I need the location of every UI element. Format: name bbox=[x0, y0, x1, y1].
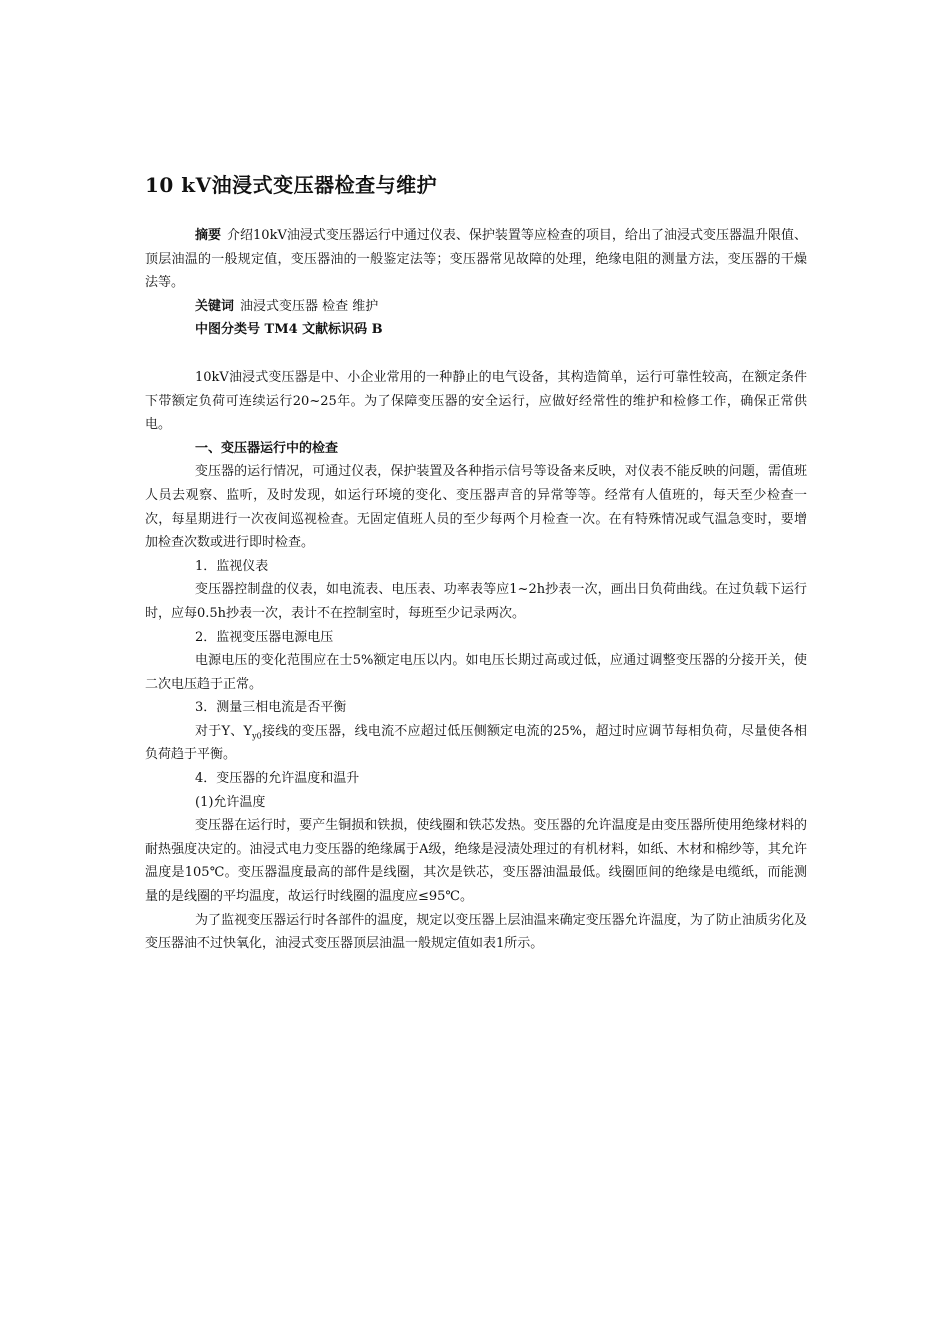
abstract-text: 介绍10kV油浸式变压器运行中通过仪表、保护装置等应检查的项目，给出了油浸式变压器温升限值、顶层油温的一般规定值，变压器油的一般鉴定法等；变压器常见故障的处理，绝缘电阻的测量方法，变压器的干燥法等。 bbox=[145, 228, 807, 291]
item3-text-b: 接线的变压器，线电流不应超过低压侧额定电流的25%，超过时应调节每相负荷，尽量使各相负荷趋于平衡。 bbox=[145, 723, 807, 763]
section-spacer bbox=[145, 342, 807, 366]
item4-heading: 4．变压器的允许温度和温升 bbox=[195, 771, 360, 787]
item1-heading: 1．监视仪表 bbox=[195, 558, 269, 574]
abstract bbox=[145, 224, 807, 295]
item1-paragraph: 变压器控制盘的仪表，如电流表、电压表、功率表等应1~2h抄表一次，画出日负荷曲线。在过负载下运行时，应每0.5h抄表一次，表计不在控制室时，每班至少记录两次。 bbox=[145, 582, 807, 621]
keywords-text: 油浸式变压器 检查 维护 bbox=[240, 298, 379, 314]
item3-heading: 3．测量三相电流是否平衡 bbox=[195, 700, 347, 716]
item4-subheading: (1)允许温度 bbox=[195, 794, 266, 810]
section1-heading: 一、变压器运行中的检查 bbox=[195, 440, 339, 456]
classification-line: 中图分类号 TM4 文献标识码 B bbox=[195, 322, 383, 338]
item3-paragraph bbox=[145, 720, 807, 767]
item3-subscript: y0 bbox=[252, 731, 262, 741]
intro-paragraph: 10kV油浸式变压器是中、小企业常用的一种静止的电气设备，其构造简单，运行可靠性较高，在额定条件下带额定负荷可连续运行20~25年。为了保障变压器的安全运行，应做好经常性的维护和检修工作，确保正常供电。 bbox=[145, 369, 807, 433]
abstract-label: 摘要 bbox=[195, 228, 222, 243]
item4-paragraph-1: 变压器在运行时，要产生铜损和铁损，使线圈和铁芯发热。变压器的允许温度是由变压器所使用绝缘材料的耐热强度决定的。油浸式电力变压器的绝缘属于A级，绝缘是浸渍处理过的有机材料，如纸、木材和棉纱等，其允许温度是105℃。变压器温度最高的部件是线圈，其次是铁芯，变压器油温最低。线圈匝间的绝缘是电缆纸，而能测量的是线圈的平均温度，故运行时线圈的温度应≤95℃。 bbox=[145, 818, 807, 905]
document-title: 10 kV油浸式变压器检查与维护 bbox=[145, 173, 438, 197]
item3-text-a: 对于Y、Y bbox=[195, 723, 253, 739]
item4-paragraph-2: 为了监视变压器运行时各部件的温度，规定以变压器上层油温来确定变压器允许温度，为了防止油质劣化及变压器油不过快氧化，油浸式变压器顶层油温一般规定值如表1所示。 bbox=[145, 912, 807, 952]
section1-paragraph: 变压器的运行情况，可通过仪表，保护装置及各种指示信号等设备来反映，对仪表不能反映的问题，需值班人员去观察、监听，及时发现，如运行环境的变化、变压器声音的异常等等。经常有人值班的，每天至少检查一次，每星期进行一次夜间巡视检查。无固定值班人员的至少每两个月检查一次。在有特殊情况或气温急变时，要增加检查次数或进行即时检查。 bbox=[145, 464, 807, 551]
keywords bbox=[145, 295, 807, 319]
item2-paragraph: 电源电压的变化范围应在士5%额定电压以内。如电压长期过高或过低，应通过调整变压器的分接开关，使二次电压趋于正常。 bbox=[145, 653, 807, 692]
keywords-label: 关键词 bbox=[195, 298, 235, 314]
item2-heading: 2．监视变压器电源电压 bbox=[195, 629, 334, 645]
document-page bbox=[145, 168, 807, 956]
